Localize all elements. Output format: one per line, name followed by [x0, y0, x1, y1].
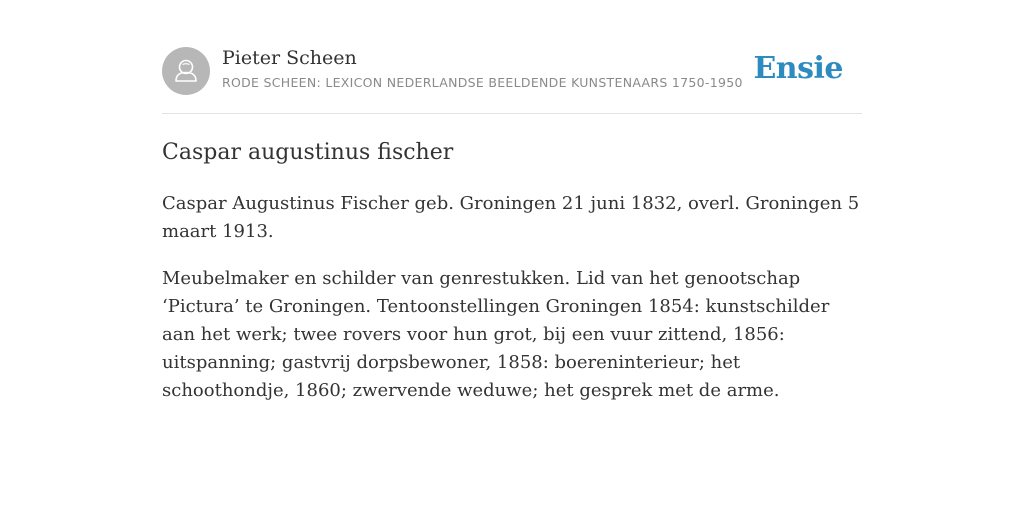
- author-header: [162, 46, 862, 96]
- article-title: Caspar augustinus fischer: [162, 140, 454, 165]
- article-paragraph-1: Caspar Augustinus Fischer geb. Groningen 21 juni 1832, overl. Groningen 5 maart 1913.: [162, 193, 860, 242]
- author-name[interactable]: Pieter Scheen: [222, 47, 357, 69]
- source-title[interactable]: RODE SCHEEN: LEXICON NEDERLANDSE BEELDENDE KUNSTENAARS 1750-1950: [222, 75, 743, 90]
- brand-logo[interactable]: Ensie: [753, 51, 843, 86]
- header-divider: [162, 113, 862, 114]
- avatar[interactable]: [162, 47, 210, 95]
- article-paragraph-2: Meubelmaker en schilder van genrestukken. Lid van het genootschap ‘Pictura’ te Groningen. Tentoonstellingen Groningen 1854: kunstschilder aan het werk; twee rovers voor hun grot, bij een vuur zittend, 1856: uitspanning; gastvrij dorpsbewoner, 1858: boereninterieur; het schoothondje, 1860; zwervende weduwe; het gesprek met de arme.: [162, 268, 830, 401]
- user-icon: [162, 47, 210, 95]
